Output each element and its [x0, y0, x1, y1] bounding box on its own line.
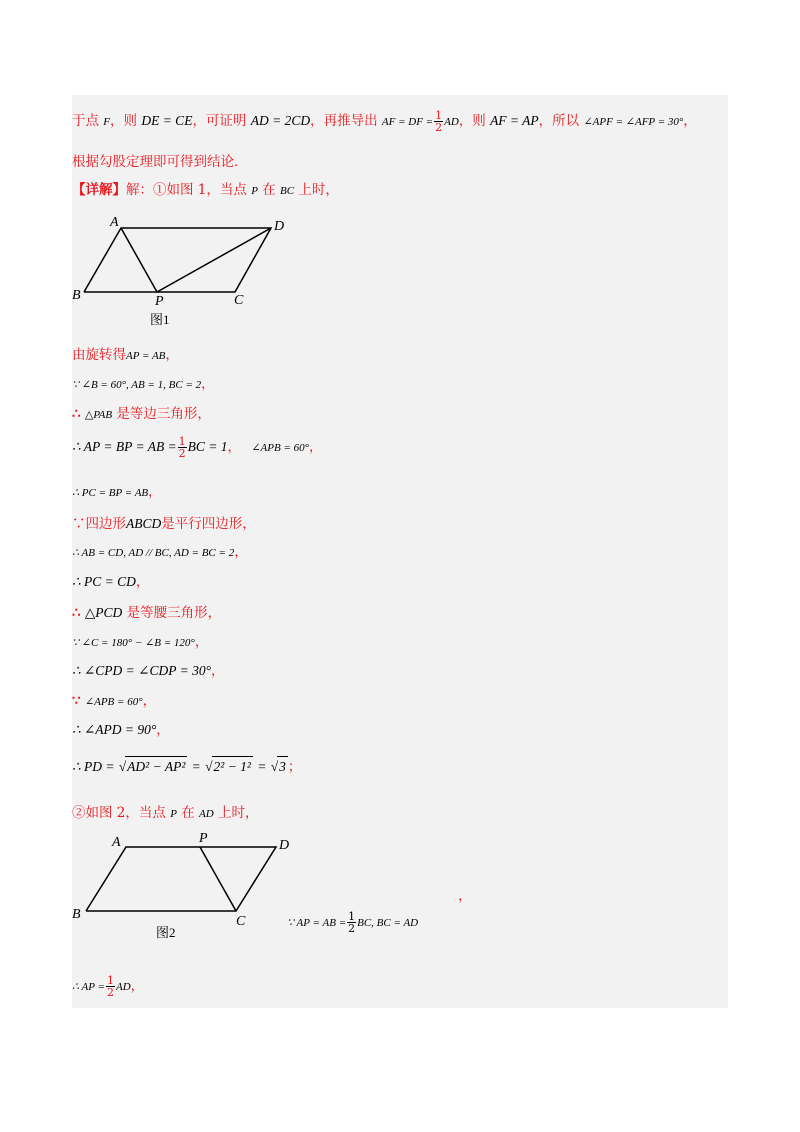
parallelogram-abcd — [84, 228, 271, 292]
step-11: ∴ ∠CPD = ∠CDP = 30°， — [72, 663, 225, 679]
last-line: ∴ AP = $\frac{1}{2}$ AD， — [72, 974, 145, 999]
label-b: B — [72, 288, 81, 303]
segment-pc — [200, 847, 236, 911]
label-a-2: A — [112, 835, 121, 850]
segment-ap — [121, 228, 157, 292]
point-p: P — [251, 185, 258, 197]
equation-de-ce: DE = CE — [141, 113, 193, 128]
step-9: ∴ △PCD 是等腰三角形， — [72, 605, 222, 621]
intro-text-5: ，则 — [458, 113, 486, 129]
figure-2-caption: 图2 — [156, 925, 176, 940]
step-3: ∴ △PAB 是等边三角形， — [72, 406, 211, 422]
label-a: A — [110, 215, 119, 230]
intro-line — [72, 110, 697, 133]
intro-text-6: ，所以 — [538, 113, 580, 129]
figure-1 — [60, 210, 300, 335]
equation-ad-2cd: AD = 2CD — [250, 113, 311, 128]
intro-text-7: ， — [683, 113, 697, 129]
detail-text-1: 解：①如图 1，当点 — [126, 182, 247, 198]
point-f: F — [103, 116, 111, 128]
step-13: ∴ ∠APD = 90°， — [72, 722, 170, 738]
parallelogram-abcd-2 — [86, 847, 276, 911]
step-14: ∴ PD = √AD² − AP² = √2² − 1² = √3 ； — [72, 756, 301, 777]
intro-text-3: ，可证明 — [192, 113, 247, 129]
label-c-2: C — [236, 914, 246, 929]
intro-text-2: ，则 — [110, 113, 138, 129]
fig2-comma: ， — [458, 888, 472, 904]
step-12: ∵ ∠APB = 60°， — [72, 693, 157, 709]
equation-ad: AD — [444, 116, 459, 128]
detail-text-3: 上时， — [298, 182, 339, 198]
label-b-2: B — [72, 907, 81, 922]
detail-text-2: 在 — [262, 182, 276, 198]
equation-af-df: AF = DF = — [381, 116, 434, 128]
step-1: 由旋转得AP = AB， — [72, 347, 179, 363]
label-p: P — [155, 294, 164, 309]
step-8: ∴ PC = CD， — [72, 574, 150, 590]
figure-2 — [60, 826, 300, 948]
step-2: ∵ ∠B = 60°, AB = 1, BC = 2， — [72, 376, 215, 392]
fig2-equation: ∵ AP = AB = $\frac{1}{2}$ BC, BC = AD — [287, 910, 419, 935]
figure-1-caption: 图1 — [150, 312, 170, 327]
intro-text-4: ，再推导出 — [310, 113, 378, 129]
conclusion-line: 根据勾股定理即可得到结论． — [72, 154, 248, 170]
step-4: ∴ AP = BP = AB = $\frac{1}{2}$ BC = 1， ∠APB = 60°， — [72, 435, 323, 460]
label-p-2: P — [199, 831, 208, 846]
case-2-line: ②如图 2，当点 P 在 AD 上时， — [72, 805, 259, 821]
intro-text-1: 于点 — [72, 113, 99, 129]
equation-af-ap: AF = AP — [490, 113, 539, 128]
detail-line — [72, 180, 339, 201]
label-c: C — [234, 293, 244, 308]
equation-angles-30: ∠APF = ∠AFP = 30° — [583, 116, 684, 128]
step-10: ∵ ∠C = 180° − ∠B = 120°， — [72, 634, 209, 650]
fraction-half: $\frac{1}{2}$ — [435, 109, 443, 134]
detail-tag: 【详解】 — [72, 182, 126, 198]
label-d-2: D — [279, 838, 290, 853]
segment-bc: BC — [280, 185, 295, 197]
label-d: D — [274, 219, 285, 234]
segment-pd — [157, 228, 271, 292]
step-6: ∵四边形ABCD是平行四边形， — [72, 516, 256, 532]
step-5: ∴ PC = BP = AB， — [72, 484, 162, 500]
step-7: ∴ AB = CD, AD // BC, AD = BC = 2， — [72, 544, 248, 560]
